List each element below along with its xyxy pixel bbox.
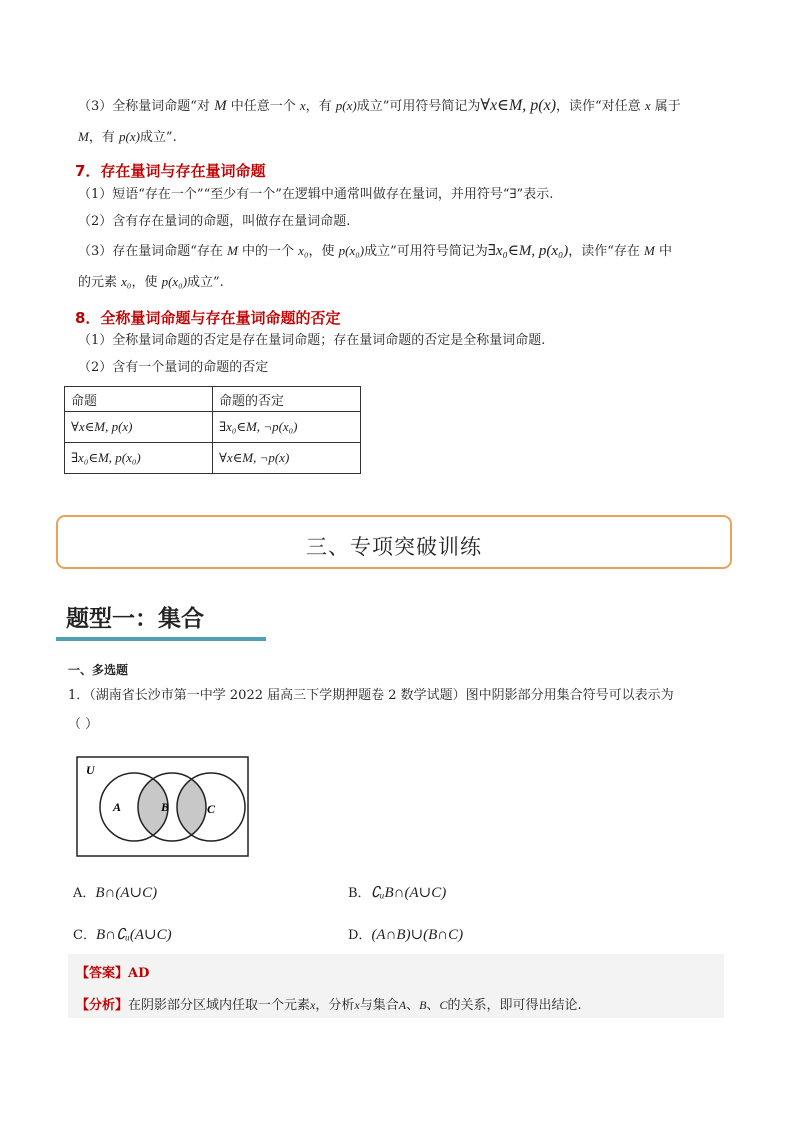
analysis-line: 【分析】在阴影部分区域内任取一个元素x，分析x与集合A、B、C的关系，即可得出结论. [76,998,582,1013]
answer-panel [68,954,724,1018]
table-header-proposition: 命题 [65,387,213,412]
table-cell: ∃x₀∈M, ¬p(x₀) [213,412,361,443]
universal-proposition-line-2: M，有 p(x)成立”. [78,129,177,145]
answer-line: 【答案】AD [76,966,150,981]
table-row [65,443,361,474]
table-cell: ∀x∈M, ¬p(x) [213,443,361,474]
label-b: B [161,800,170,814]
question-1-stem: 1．（湖南省长沙市第一中学 2022 届高三下学期押题卷 2 数学试题）图中阴影部分用集合符号可以表示为 [68,688,674,703]
negation-table [64,386,361,474]
heading-negation: 8．全称量词命题与存在量词命题的否定 [75,309,341,327]
table-header-negation: 命题的否定 [213,387,361,412]
table-cell: ∃x₀∈M, p(x₀) [65,443,213,474]
label-a: A [113,800,122,814]
universal-proposition-line-1: （3）全称量词命题“对 M 中任意一个 x，有 p(x)成立”可用符号简记为∀x∈M, p(x)，读作“对任意 x 属于 [78,97,681,114]
label-u: U [86,763,95,777]
option-b[interactable]: B．∁ᵤB∩(A∪C) [348,885,447,901]
question-type-title: 题型一：集合 [66,606,204,632]
question-1-blank: （ ） [68,717,99,732]
section-title: 三、专项突破训练 [306,535,482,559]
heading-existential-quantifier: 7．存在量词与存在量词命题 [75,162,266,180]
option-c[interactable]: C．B∩∁ᵤ(A∪C) [73,927,172,943]
question-category: 一、多选题 [68,663,129,677]
existential-line-1: （1）短语“存在一个”“至少有一个”在逻辑中通常叫做存在量词，并用符号“∃”表示. [78,187,554,202]
option-a[interactable]: A．B∩(A∪C) [73,885,158,901]
title-underline [56,637,266,641]
negation-line-1: （1）全称量词命题的否定是存在量词命题；存在量词命题的否定是全称量词命题. [78,333,546,348]
option-d[interactable]: D．(A∩B)∪(B∩C) [348,927,464,943]
negation-line-2: （2）含有一个量词的命题的否定 [78,360,269,375]
table-row [65,412,361,443]
existential-line-4: 的元素 x₀，使 p(x₀)成立”. [78,274,224,290]
table-cell: ∀x∈M, p(x) [65,412,213,443]
venn-diagram [76,756,250,858]
existential-line-2: （2）含有存在量词的命题，叫做存在量词命题. [78,214,351,229]
existential-line-3: （3）存在量词命题“存在 M 中的一个 x₀，使 p(x₀)成立”可用符号简记为∃x₀∈M, p(x₀)，读作“存在 M 中 [78,243,672,259]
label-c: C [207,802,216,816]
section-banner [56,515,732,569]
table-header-row [65,387,361,412]
